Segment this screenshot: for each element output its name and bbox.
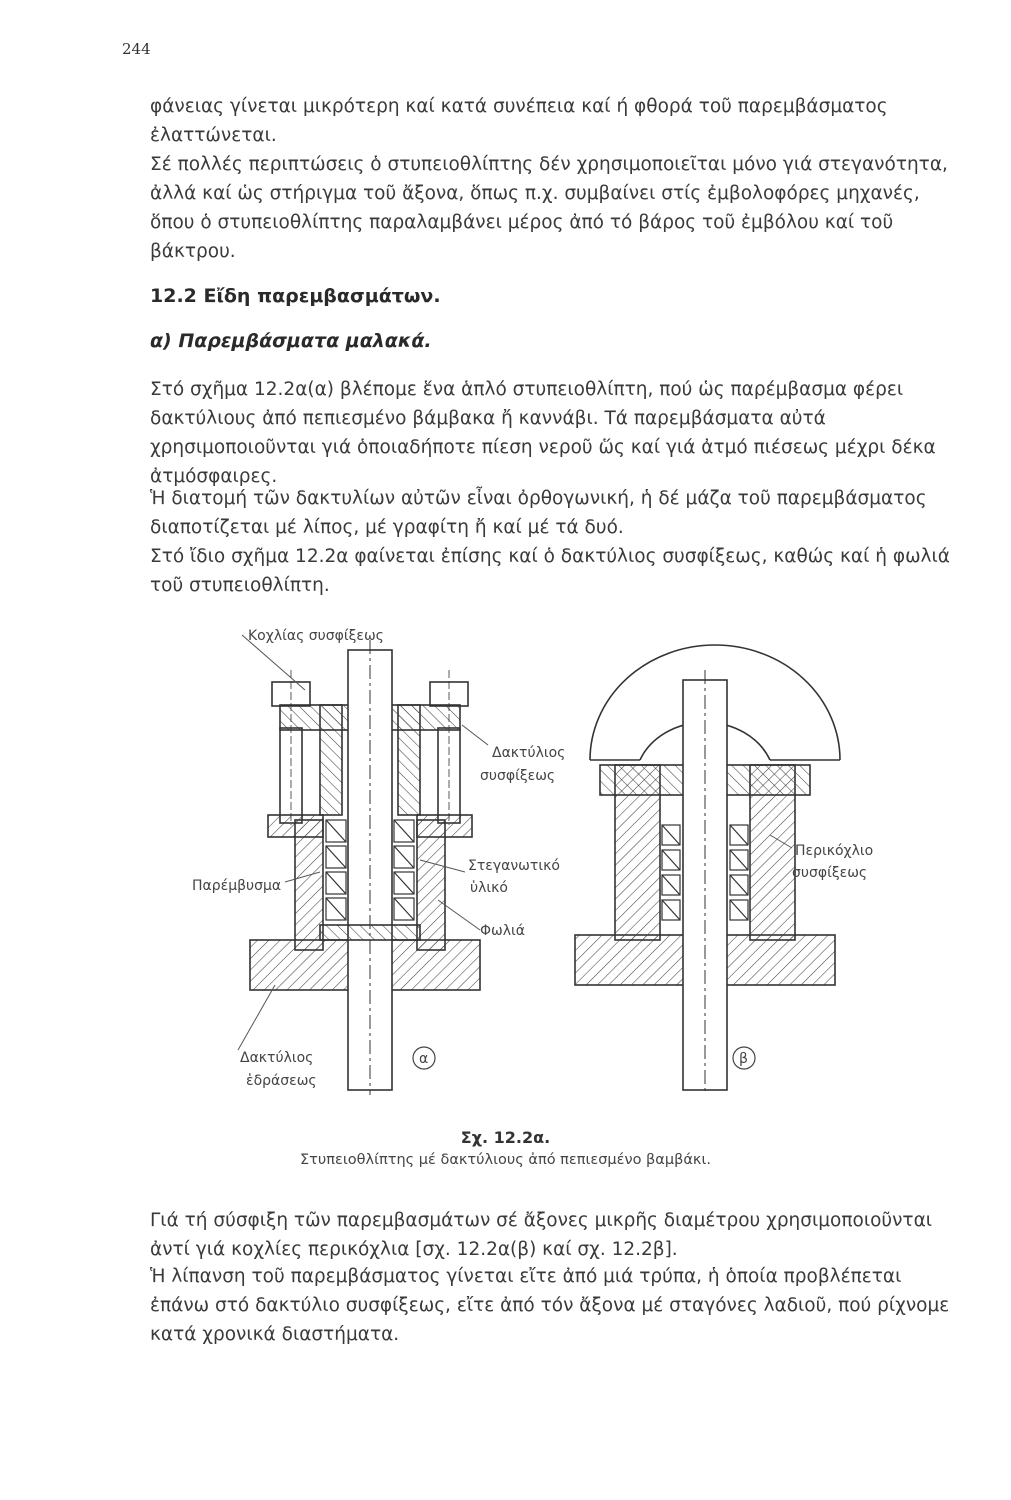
label-nut-2: συσφίξεως bbox=[792, 865, 868, 881]
label-sealing-2: ὑλικό bbox=[470, 880, 508, 896]
paragraph-body-1: Στό σχῆμα 12.2α(α) βλέπομε ἕνα ἁπλό στυπειοθλίπτη, πού ὡς παρέμβασμα φέρει δακτύλιους ἀπό πεπιεσμένο βάμβακα ἤ καννάβι. Τά παρεμβάσματα αὐτά χρησιμοποιοῦνται γιά ὁποιαδήποτε πίεση νεροῦ ὥς καί γιά ἀτμό πιέσεως μέχρι δέκα ἀτμόσφαιρες. bbox=[150, 379, 936, 487]
marker-b: β bbox=[739, 1051, 748, 1067]
drawing-a bbox=[250, 640, 480, 1095]
figure-caption-title: Σχ. 12.2α. bbox=[460, 1128, 551, 1147]
paragraph-body-2: Ἡ διατομή τῶν δακτυλίων αὐτῶν εἶναι ὀρθογωνική, ἡ δέ μάζα τοῦ παρεμβάσματος διαποτίζεται μέ λίπος, μέ γραφίτη ἤ καί μέ τά δυό. bbox=[150, 488, 927, 538]
paragraph-closing-1: Γιά τή σύσφιξη τῶν παρεμβασμάτων σέ ἄξονες μικρῆς διαμέτρου χρησιμοποιοῦνται ἀντί γιά κοχλίες περικόχλια [σχ. 12.2α(β) καί σχ. 12.2β]. bbox=[150, 1210, 933, 1260]
page-number: 244 bbox=[122, 40, 151, 58]
paragraph-intro-2: Σέ πολλές περιπτώσεις ὁ στυπειοθλίπτης δέν χρησιμοποιεῖται μόνο γιά στεγανότητα, ἀλλά καί ὡς στήριγμα τοῦ ἄξονα, ὅπως π.χ. συμβαίνει στίς ἐμβολοφόρες μηχανές, ὅπου ὁ στυπειοθλίπτης παραλαμβάνει μέρος ἀπό τό βάρος τοῦ ἐμβόλου καί τοῦ βάκτρου. bbox=[150, 154, 948, 262]
stuffing-box-figure bbox=[180, 610, 940, 1100]
label-packing: Παρέμβυσμα bbox=[192, 878, 282, 894]
label-gland-ring: Δακτύλιος bbox=[492, 745, 566, 761]
figure-caption-text: Στυπειοθλίπτης μέ δακτύλιους ἀπό πεπιεσμένο βαμβάκι. bbox=[300, 1152, 711, 1168]
paragraph-intro-1: φάνειας γίνεται μικρότερη καί κατά συνέπεια καί ή φθορά τοῦ παρεμβάσματος ἐλαττώνεται. bbox=[150, 96, 888, 146]
section-heading: 12.2 Εἴδη παρεμβασμάτων. bbox=[150, 285, 441, 307]
marker-a: α bbox=[419, 1051, 429, 1067]
subsection-heading: α) Παρεμβάσματα μαλακά. bbox=[150, 330, 432, 352]
label-nut: Περικόχλιο bbox=[795, 843, 874, 859]
label-seat-ring-2: ἑδράσεως bbox=[246, 1073, 317, 1089]
label-box: Φωλιά bbox=[480, 923, 525, 939]
label-bolt: Κοχλίας συσφίξεως bbox=[248, 628, 384, 644]
paragraph-closing-2: Ἡ λίπανση τοῦ παρεμβάσματος γίνεται εἴτε ἀπό μιά τρύπα, ἡ ὁποία προβλέπεται ἐπάνω στό δακτύλιο συσφίξεως, εἴτε ἀπό τόν ἄξονα μέ σταγόνες λαδιοῦ, πού ρίχνομε κατά χρονικά διαστήματα. bbox=[150, 1266, 950, 1345]
label-seat-ring: Δακτύλιος bbox=[240, 1050, 314, 1066]
label-gland-ring-2: συσφίξεως bbox=[480, 768, 556, 784]
label-sealing: Στεγανωτικό bbox=[468, 858, 560, 874]
paragraph-body-3: Στό ἴδιο σχῆμα 12.2α φαίνεται ἐπίσης καί ὁ δακτύλιος συσφίξεως, καθώς καί ἡ φωλιά τοῦ στυπειοθλίπτη. bbox=[150, 546, 950, 596]
